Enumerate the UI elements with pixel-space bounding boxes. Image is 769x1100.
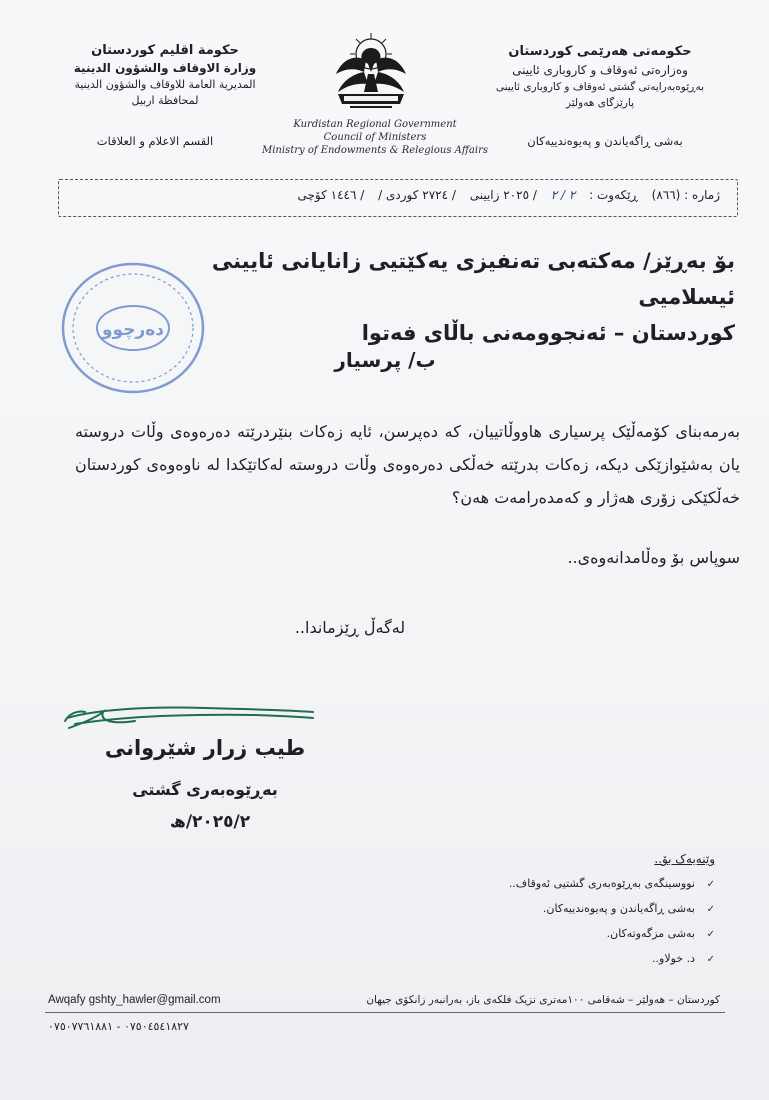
footer-email: Awqafy gshty_hawler@gmail.com bbox=[48, 994, 221, 1006]
reference-kurdish-year: / ٢٧٢٤ کوردی / bbox=[378, 188, 456, 202]
reference-date-label: ڕێکەوت : bbox=[589, 188, 638, 202]
signature-icon bbox=[55, 688, 320, 738]
signature-date: ٢٠٢٥/٢/ھ bbox=[169, 812, 251, 832]
copy-item-label: بەشی ڕاگەیاندن و پەیوەندییەکان. bbox=[542, 902, 695, 915]
thanks-line: سوپاس بۆ وەڵامدانەوەی.. bbox=[567, 548, 740, 567]
reference-gregorian: / ٢٠٢٥ زایینی bbox=[469, 188, 537, 202]
copy-item bbox=[430, 947, 715, 972]
header-english bbox=[230, 118, 520, 157]
header-ku-line3: بەڕێوەبەرایەتی گشتی ئەوقاف و کاروباری ئایینی bbox=[495, 81, 705, 93]
footer-address: کوردستان – هەولێر – شەقامی ١٠٠مەتری نزیک فلکەی باز، بەرانبەر زانکۆی جیهان bbox=[366, 994, 720, 1006]
header-en-line3: Ministry of Endowments & Relegious Affairs bbox=[261, 145, 489, 156]
header-ar-line3: المديرية العامة للاوقاف والشؤون الدينية bbox=[74, 78, 256, 91]
header-kurdish bbox=[455, 42, 745, 111]
header-ku-line2: وەزارەتی ئەوقاف و کاروباری ئایینی bbox=[512, 63, 688, 77]
copy-item bbox=[430, 872, 715, 897]
reference-number: ژمارە : (٨٦٦) bbox=[651, 188, 720, 202]
krg-emblem-icon bbox=[316, 30, 426, 116]
copies-title: وێنەیەک بۆ.. bbox=[654, 852, 715, 866]
reference-hijri: / ١٤٤٦ کۆچی bbox=[297, 188, 365, 202]
header-arabic bbox=[40, 42, 290, 109]
copy-item-label: نووسینگەی بەڕێوەبەری گشتیی ئەوقاف.. bbox=[508, 877, 695, 890]
check-mark-icon: ✓ bbox=[706, 904, 715, 915]
stamp-center-text: دەرچوو bbox=[101, 320, 165, 340]
copy-item-label: بەشی مزگەوتەکان. bbox=[606, 927, 695, 940]
footer-phones: ٠٧٥٠٤٥٤١٨٢٧ - ٠٧٥٠٧٧٦١٨٨١ bbox=[48, 1020, 189, 1033]
check-mark-icon: ✓ bbox=[706, 879, 715, 890]
letter-body: بەرمەبنای کۆمەڵێک پرسیاری هاووڵاتییان، کە دەپرسن، ئایە زەکات بنێردرێتە دەرەوەی وڵات دروستە یان بەشێوازێکی دیکە، زەکات بدرێتە خەڵکی دەرەوەی وڵات دروستە لەکاتێکدا لە ناوەوەی کوردستان خەڵکێکی زۆری هەژار و کەمدەرامەت هەن؟ bbox=[75, 422, 740, 507]
copy-item bbox=[430, 897, 715, 922]
regards-line: لەگەڵ ڕێزماندا.. bbox=[294, 618, 406, 637]
reference-date-handwritten: ٢ / ٢ bbox=[550, 188, 576, 202]
addressee-line2: کوردستان – ئەنجوومەنی باڵای فەتوا bbox=[361, 321, 735, 345]
header-ar-line1: حكومة اقليم كوردستان bbox=[91, 43, 239, 58]
copy-item-label: د. خولاو.. bbox=[652, 952, 695, 965]
header-ku-department: بەشی ڕاگەیاندن و پەیوەندییەکان bbox=[527, 134, 683, 148]
subject: ب/ پرسیار bbox=[334, 348, 436, 372]
header-en-line1: Kurdistan Regional Government bbox=[293, 119, 457, 130]
signatory-title: بەڕێوەبەری گشتی bbox=[132, 780, 278, 799]
header-ar-department: القسم الاعلام و العلاقات bbox=[96, 134, 214, 148]
check-mark-icon: ✓ bbox=[706, 954, 715, 965]
footer-divider bbox=[45, 1012, 725, 1013]
addressee-line1: بۆ بەڕێز/ مەکتەبی تەنفیزی یەکێتیی زانایانی ئایینی ئیسلامیی bbox=[211, 249, 735, 309]
addressee bbox=[210, 243, 735, 351]
header-ku-line4: پارێزگای هەولێر bbox=[565, 97, 635, 109]
header-ar-line4: لمحافظة اربيل bbox=[131, 94, 199, 107]
signatory-name: طیب زرار شێروانی bbox=[104, 736, 306, 760]
header-ku-line1: حکومەتی هەرێمی کوردستان bbox=[508, 44, 692, 59]
header-ar-line2: وزارة الاوقاف والشؤون الدينية bbox=[73, 61, 257, 75]
copy-item bbox=[430, 922, 715, 947]
outgoing-stamp-icon bbox=[58, 258, 208, 398]
reference-line bbox=[70, 188, 720, 202]
check-mark-icon: ✓ bbox=[706, 929, 715, 940]
copies-list bbox=[430, 872, 715, 972]
header-en-line2: Council of Ministers bbox=[323, 132, 427, 143]
